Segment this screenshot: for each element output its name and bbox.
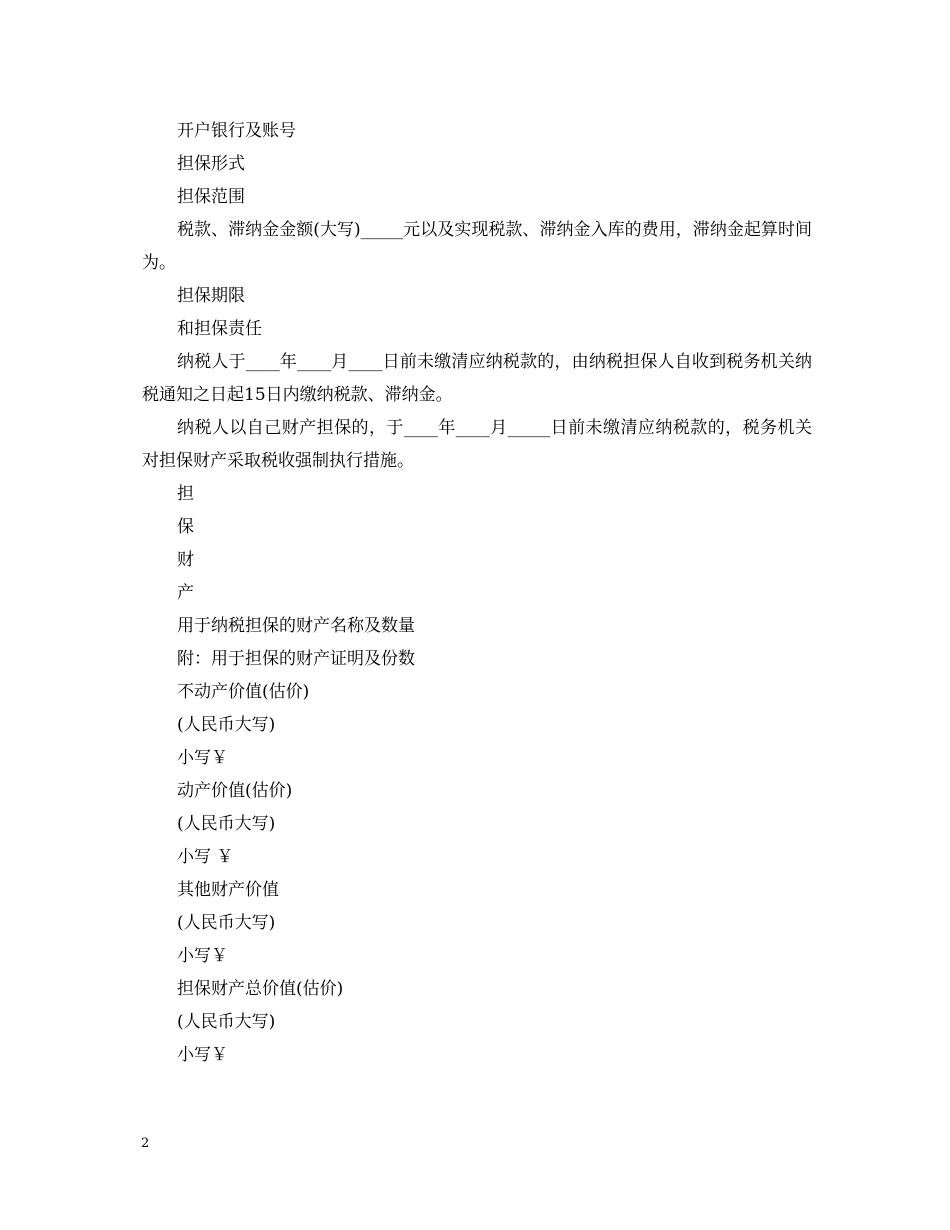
paragraph-other-property-value: 其他财产价值	[177, 880, 279, 900]
paragraph-lowercase-amount: 小写￥	[177, 946, 228, 966]
paragraph-property-name: 用于纳税担保的财产名称及数量	[177, 616, 415, 636]
paragraph-total-value: 担保财产总价值(估价)	[177, 979, 344, 999]
paragraph-taxpayer-deadline: 纳税人于____年____月____日前未缴清应纳税款的，由纳税担保人自收到税务机关纳税通知之日起15日内缴纳税款、滞纳金。	[142, 352, 812, 405]
document-body	[142, 115, 812, 1072]
paragraph-rmb-uppercase: (人民币大写)	[177, 913, 276, 933]
paragraph-guarantee-liability: 和担保责任	[177, 319, 262, 339]
paragraph-lowercase-amount: 小写￥	[177, 748, 228, 768]
paragraph-guarantee-period: 担保期限	[177, 286, 245, 306]
paragraph-vertical-char: 财	[177, 550, 194, 570]
paragraph-property-proof: 附：用于担保的财产证明及份数	[177, 649, 415, 669]
paragraph-vertical-char: 担	[177, 484, 194, 504]
page-number: 2	[141, 1136, 150, 1151]
paragraph-rmb-uppercase: (人民币大写)	[177, 715, 276, 735]
paragraph-real-estate-value: 不动产价值(估价)	[177, 682, 310, 702]
paragraph-vertical-char: 产	[177, 583, 194, 603]
paragraph-vertical-char: 保	[177, 517, 194, 537]
paragraph-rmb-uppercase: (人民币大写)	[177, 814, 276, 834]
paragraph-guarantee-scope: 担保范围	[177, 187, 245, 207]
paragraph-lowercase-amount: 小写 ￥	[177, 847, 234, 867]
paragraph-tax-amount: 税款、滞纳金金额(大写)_____元以及实现税款、滞纳金入库的费用，滞纳金起算时间为。	[142, 220, 812, 273]
paragraph-movable-value: 动产价值(估价)	[177, 781, 293, 801]
paragraph-lowercase-amount: 小写￥	[177, 1045, 228, 1065]
paragraph-bank-account: 开户银行及账号	[177, 121, 296, 141]
paragraph-rmb-uppercase: (人民币大写)	[177, 1012, 276, 1032]
paragraph-guarantee-form: 担保形式	[177, 154, 245, 174]
paragraph-enforcement: 纳税人以自己财产担保的，于____年____月_____日前未缴清应纳税款的，税务机关对担保财产采取税收强制执行措施。	[142, 418, 812, 471]
